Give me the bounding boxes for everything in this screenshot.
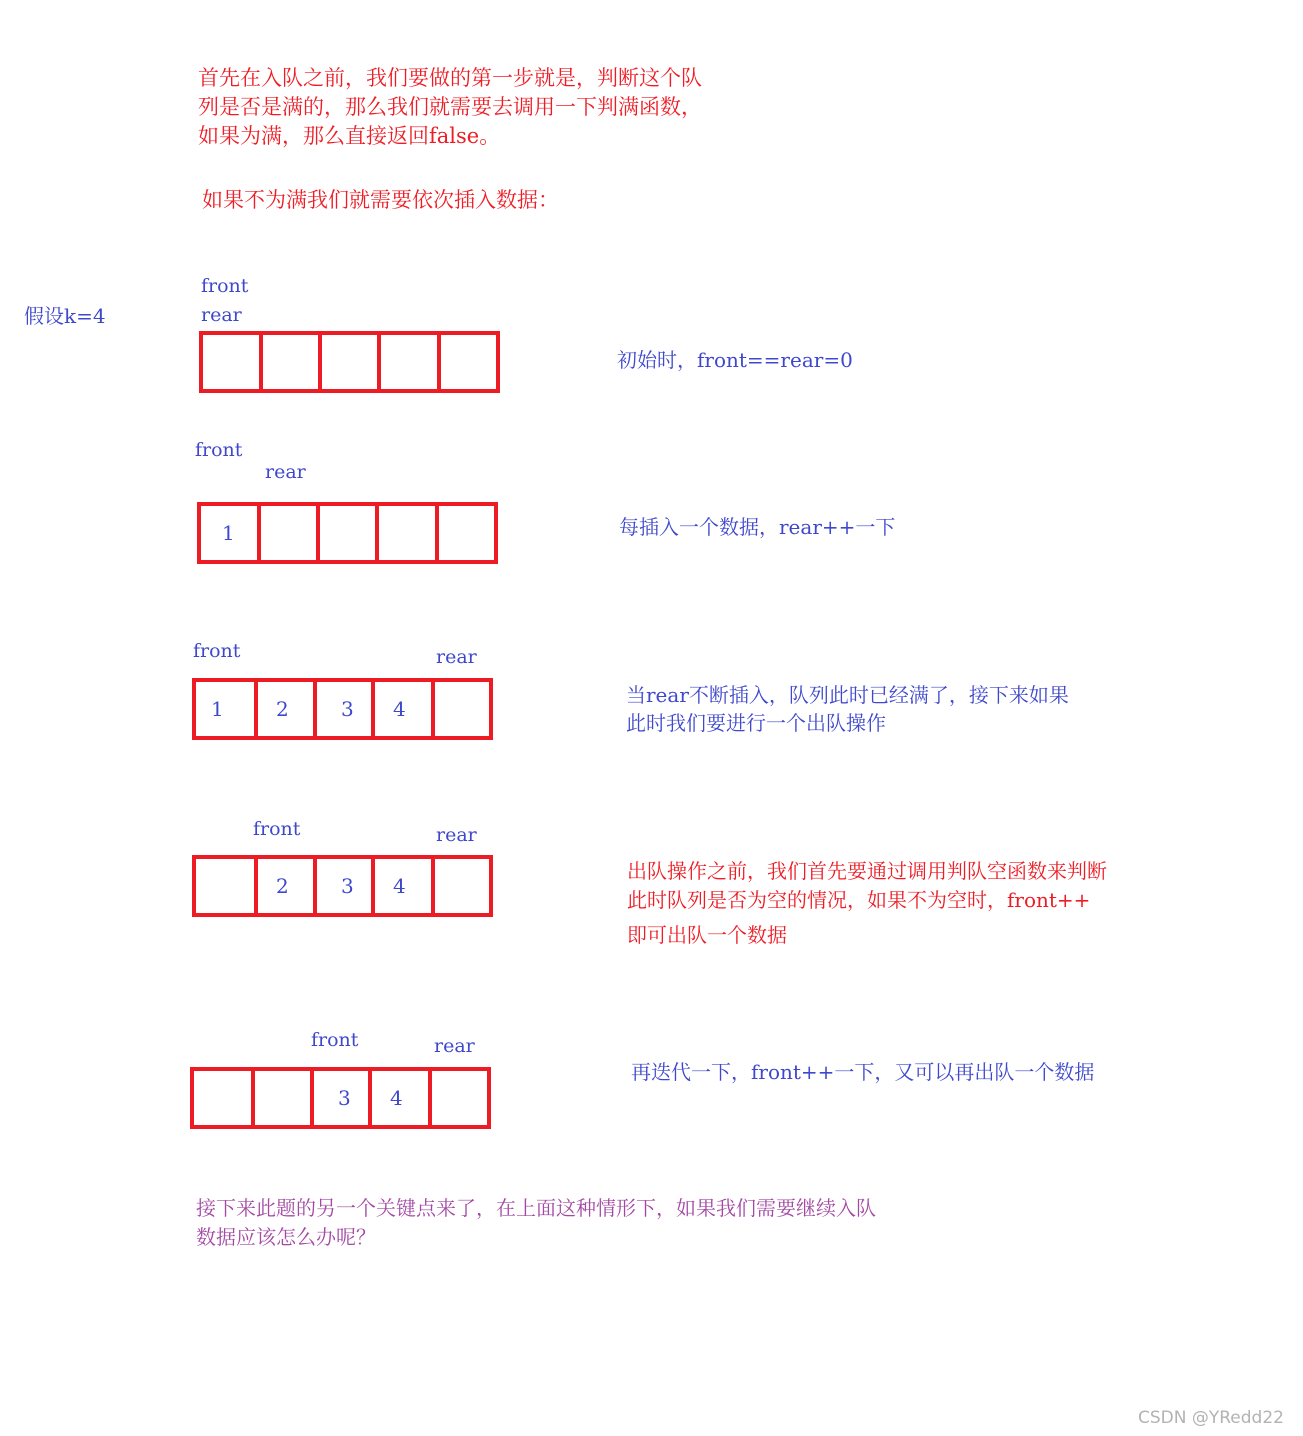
intro-line-3: 如果为满，那么直接返回false。: [198, 124, 501, 148]
queue-cell: 3: [317, 682, 375, 736]
rear-pointer-label: rear: [265, 461, 306, 483]
state-description-line-2: 此时我们要进行一个出队操作: [626, 711, 886, 735]
conclusion-line-1: 接下来此题的另一个关键点来了，在上面这种情形下，如果我们需要继续入队: [196, 1196, 876, 1220]
queue-cell: 4: [375, 859, 435, 913]
queue-cell: [322, 335, 381, 389]
queue-cell: 3: [317, 859, 375, 913]
front-pointer-label: front: [253, 818, 301, 840]
queue-cell: 1: [196, 682, 258, 736]
intro-line-2: 列是否是满的，那么我们就需要去调用一下判满函数，: [198, 95, 702, 119]
rear-pointer-label: rear: [436, 646, 477, 668]
queue-cell: [439, 506, 494, 560]
queue-cell: [381, 335, 441, 389]
front-pointer-label: front: [311, 1029, 359, 1051]
queue-cell: 4: [375, 682, 435, 736]
queue-cell: [379, 506, 439, 560]
queue-cell: [263, 335, 322, 389]
intro-line-1: 首先在入队之前，我们要做的第一步就是，判断这个队: [198, 66, 702, 90]
queue-cell: 2: [258, 682, 317, 736]
state-description: 初始时，front==rear=0: [617, 348, 853, 372]
queue-array: [192, 855, 493, 917]
state-description-line-1: 当rear不断插入，队列此时已经满了，接下来如果: [626, 683, 1069, 707]
rear-pointer-label: rear: [201, 304, 242, 326]
queue-array: [197, 502, 498, 564]
queue-cell: [441, 335, 496, 389]
state-description-line-3: 即可出队一个数据: [627, 923, 787, 947]
queue-cell: [435, 682, 489, 736]
state-description-line-1: 出队操作之前，我们首先要通过调用判队空函数来判断: [627, 859, 1107, 883]
state-description: 再迭代一下，front++一下，又可以再出队一个数据: [631, 1060, 1095, 1084]
front-pointer-label: front: [201, 275, 249, 297]
queue-cell: [194, 1071, 255, 1125]
queue-array: [199, 331, 500, 393]
queue-cell: [196, 859, 258, 913]
queue-cell: 1: [201, 506, 261, 560]
queue-cell: [432, 1071, 487, 1125]
intro-next: 如果不为满我们就需要依次插入数据：: [202, 188, 559, 212]
queue-cell: [203, 335, 263, 389]
queue-cell: 3: [314, 1071, 372, 1125]
queue-cell: [261, 506, 320, 560]
queue-cell: [435, 859, 489, 913]
queue-array: [192, 678, 493, 740]
queue-cell: [320, 506, 379, 560]
conclusion-line-2: 数据应该怎么办呢？: [196, 1225, 376, 1249]
watermark: CSDN @YRedd22: [1138, 1408, 1284, 1428]
front-pointer-label: front: [193, 640, 241, 662]
state-description-line-2: 此时队列是否为空的情况，如果不为空时，front++: [627, 888, 1091, 912]
state-description: 每插入一个数据，rear++一下: [619, 515, 896, 539]
queue-cell: [255, 1071, 314, 1125]
queue-cell: 2: [258, 859, 317, 913]
rear-pointer-label: rear: [436, 824, 477, 846]
queue-cell: 4: [372, 1071, 432, 1125]
assumption-label: 假设k=4: [24, 304, 106, 328]
queue-array: [190, 1067, 491, 1129]
front-pointer-label: front: [195, 439, 243, 461]
rear-pointer-label: rear: [434, 1035, 475, 1057]
